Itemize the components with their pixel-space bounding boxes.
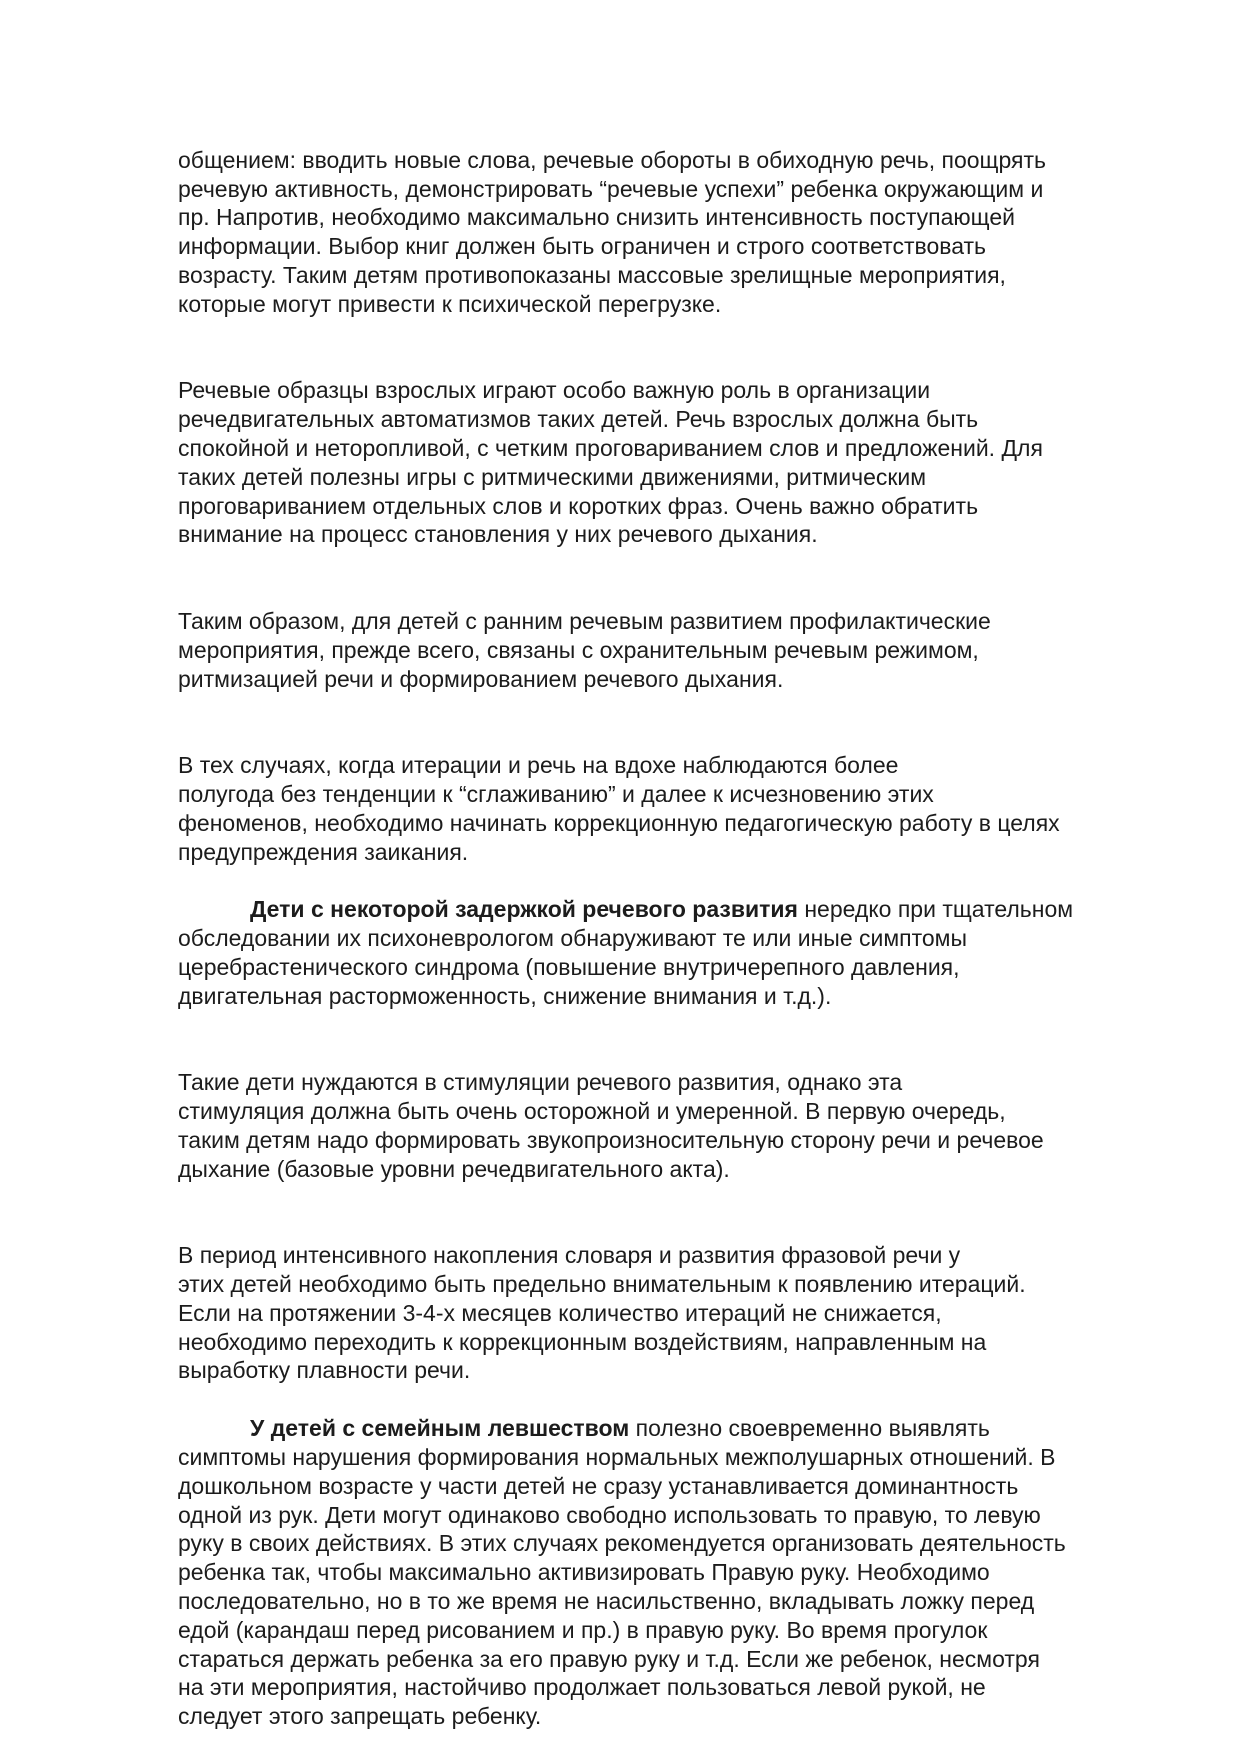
paragraph-2: [178, 348, 1168, 550]
paragraph-3: [178, 578, 1168, 693]
body-text: [178, 117, 1168, 1760]
paragraph-7: [178, 1213, 1168, 1386]
bold-lead-in: У детей с семейным левшеством: [250, 1415, 630, 1442]
paragraph-text: В период интенсивного накопления словаря и развития фразовой речи у этих детей необходимо быть предельно внимательным к появлению итераций. Если на протяжении 3-4-х месяцев количество итераций не снижается, необходимо переходить к коррекционным воздействиям, направленным на выработку плавности речи.: [178, 1242, 1026, 1384]
paragraph-text: нередко при тщательном обследовании их психоневрологом обнаруживают те или иные симптомы церебрастенического синдрома (повышение внутричерепного давления, двигательная расторможенность, снижение внимания и т.д.).: [178, 896, 1074, 1009]
paragraph-8: [178, 1414, 1168, 1731]
paragraph-1: [178, 117, 1168, 319]
paragraph-text: Речевые образцы взрослых играют особо важную роль в организации речедвигательных автоматизмов таких детей. Речь взрослых должна быть спокойной и неторопливой, с четким проговариванием слов и предложений. Для таких детей полезны игры с ритмическими движениями, ритмическим проговариванием отдельных слов и коротких фраз. Очень важно обратить внимание на процесс становления у них речевого дыхания.: [178, 377, 1043, 548]
paragraph-text: общением: вводить новые слова, речевые обороты в обиходную речь, поощрять речевую активность, демонстрировать “речевые успехи” ребенка окружающим и пр. Напротив, необходимо максимально снизить интенсивность поступающей информации. Выбор книг должен быть ограничен и строго соответствовать возрасту. Таким детям противопоказаны массовые зрелищные мероприятия, которые могут привести к психической перегрузке.: [178, 146, 1046, 317]
paragraph-text: В тех случаях, когда итерации и речь на вдохе наблюдаются более полугода без тенденции к “сглаживанию” и далее к исчезновению этих феноменов, необходимо начинать коррекционную педагогическую работу в целях предупреждения заикания.: [178, 752, 1060, 865]
paragraph-5: [178, 895, 1168, 1010]
paragraph-text: полезно своевременно выявлять симптомы нарушения формирования нормальных межполушарных отношений. В дошкольном возрасте у части детей не сразу устанавливается доминантность одной из рук. Дети могут одинаково свободно использовать то правую, то левую руку в своих действиях. В этих случаях рекомендуется организовать деятельность ребенка так, чтобы максимально активизировать Правую руку. Необходимо последовательно, но в то же время не насильственно, вкладывать ложку перед едой (карандаш перед рисованием и пр.) в правую руку. Во время прогулок стараться держать ребенка за его правую руку и т.д. Если же ребенок, несмотря на эти мероприятия, настойчиво продолжает пользоваться левой рукой, не следует этого запрещать ребенку.: [178, 1415, 1066, 1730]
paragraph-6: [178, 1040, 1168, 1184]
paragraph-4: [178, 722, 1168, 866]
paragraph-text: Такие дети нуждаются в стимуляции речевого развития, однако эта стимуляция должна быть очень осторожной и умеренной. В первую очередь, таким детям надо формировать звукопроизносительную сторону речи и речевое дыхание (базовые уровни речедвигательного акта).: [178, 1069, 1044, 1182]
bold-lead-in: Дети с некоторой задержкой речевого развития: [250, 896, 798, 923]
paragraph-text: Таким образом, для детей с ранним речевым развитием профилактические мероприятия, прежде всего, связаны с охранительным речевым режимом, ритмизацией речи и формированием речевого дыхания.: [178, 607, 991, 692]
